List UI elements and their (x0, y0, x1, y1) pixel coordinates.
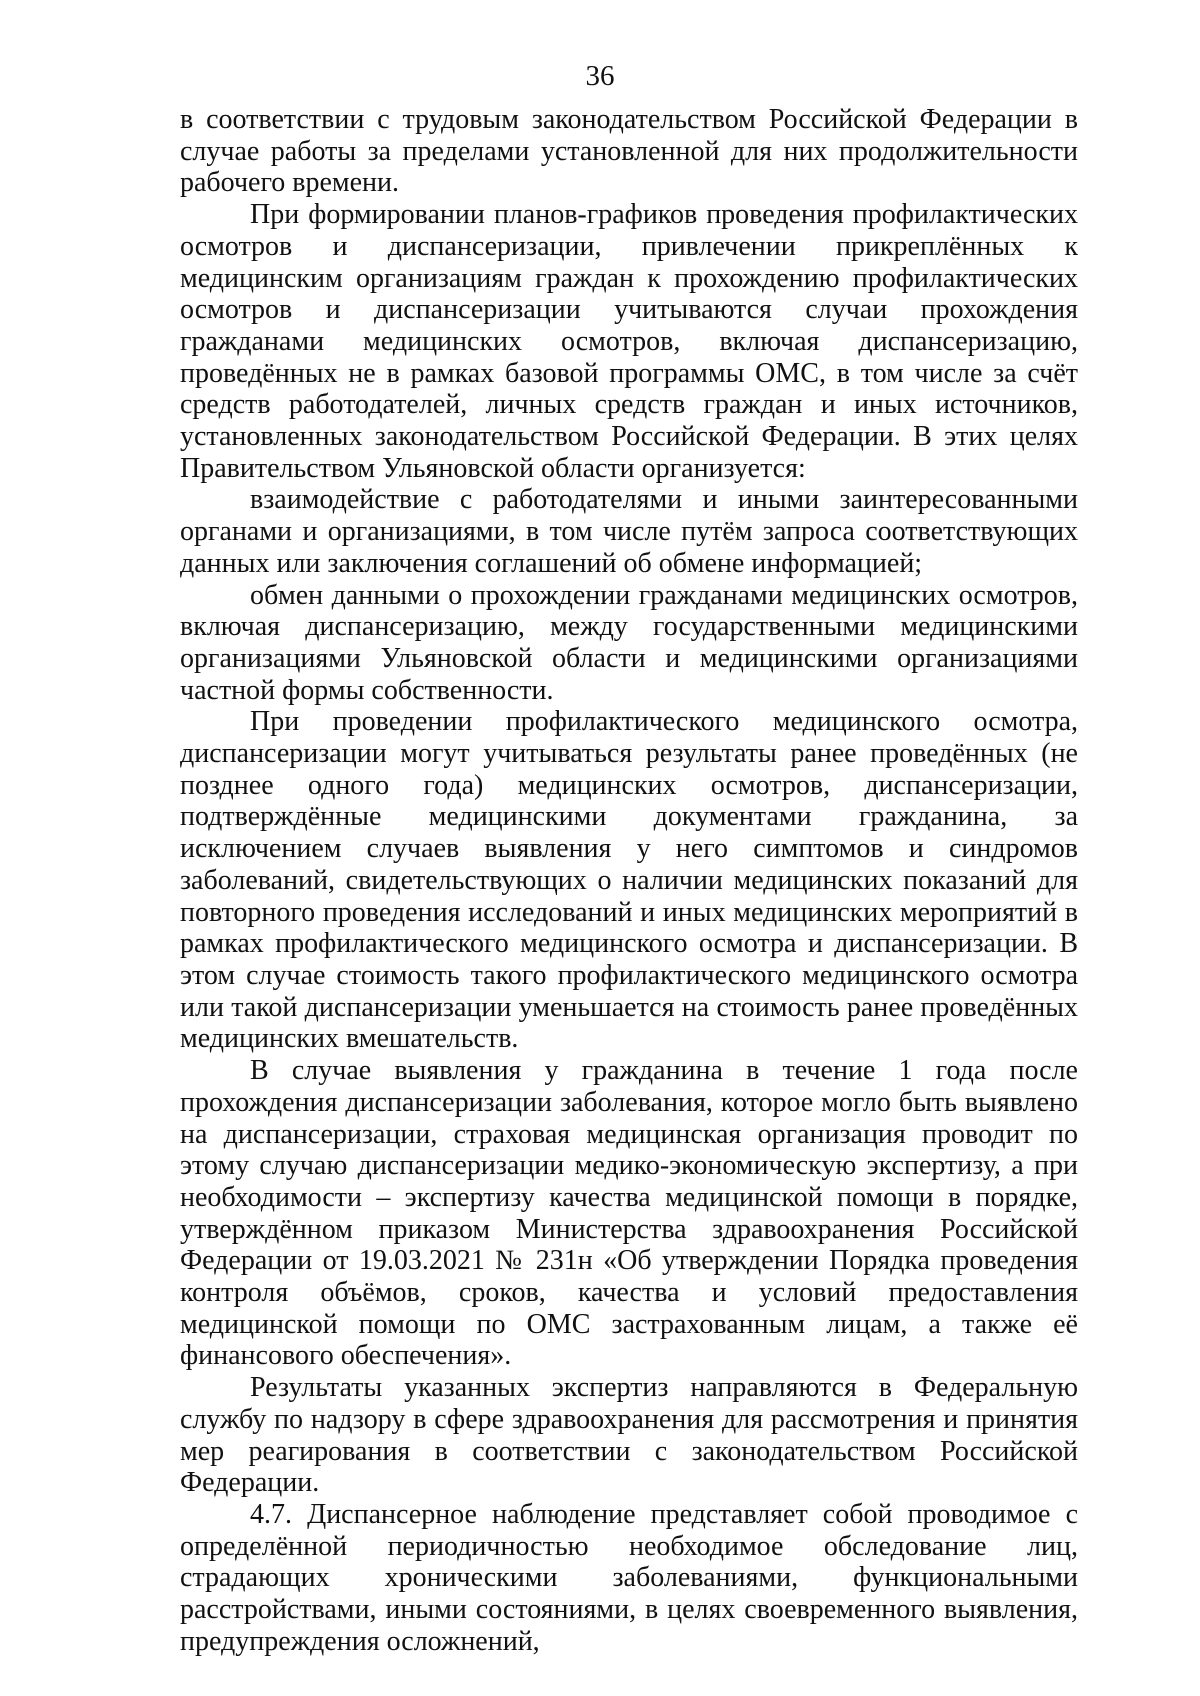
paragraph: В случае выявления у гражданина в течение 1 года после прохождения диспансеризации заболевания, которое могло быть выявлено на диспансеризации, страховая медицинская организация проводит по этому случаю диспансеризации медико-экономическую экспертизу, а при необходимости – экспертизу качества медицинской помощи в порядке, утверждённом приказом Министерства здравоохранения Российской Федерации от 19.03.2021 № 231н «Об утверждении Порядка проведения контроля объёмов, сроков, качества и условий предоставления медицинской помощи по ОМС застрахованным лицам, а также её финансового обеспечения». (180, 1055, 1078, 1372)
paragraph: 4.7. Диспансерное наблюдение представляет собой проводимое с определённой периодичностью необходимое обследование лиц, страдающих хроническими заболеваниями, функциональными расстройствами, иными состояниями, в целях своевременного выявления, предупреждения осложнений, (180, 1498, 1078, 1657)
page-number: 36 (585, 60, 615, 92)
paragraph: обмен данными о прохождении гражданами медицинских осмотров, включая диспансеризацию, между государственными медицинскими организациями Ульяновской области и медицинскими организациями частной формы собственности. (180, 579, 1078, 706)
paragraph: взаимодействие с работодателями и иными заинтересованными органами и организациями, в том числе путём запроса соответствующих данных или заключения соглашений об обмене информацией; (180, 484, 1078, 579)
paragraph: в соответствии с трудовым законодательством Российской Федерации в случае работы за пределами установленной для них продолжительности рабочего времени. (180, 104, 1078, 199)
paragraph: При проведении профилактического медицинского осмотра, диспансеризации могут учитываться результаты ранее проведённых (не позднее одного года) медицинских осмотров, диспансеризации, подтверждённые медицинскими документами гражданина, за исключением случаев выявления у него симптомов и синдромов заболеваний, свидетельствующих о наличии медицинских показаний для повторного проведения исследований и иных медицинских мероприятий в рамках профилактического медицинского осмотра и диспансеризации. В этом случае стоимость такого профилактического медицинского осмотра или такой диспансеризации уменьшается на стоимость ранее проведённых медицинских вмешательств. (180, 706, 1078, 1055)
paragraph: Результаты указанных экспертиз направляются в Федеральную службу по надзору в сфере здравоохранения для рассмотрения и принятия мер реагирования в соответствии с законодательством Российской Федерации. (180, 1372, 1078, 1499)
document-body (180, 104, 1078, 1657)
paragraph: При формировании планов-графиков проведения профилактических осмотров и диспансеризации, привлечении прикреплённых к медицинским организациям граждан к прохождению профилактических осмотров и диспансеризации учитываются случаи прохождения гражданами медицинских осмотров, включая диспансеризацию, проведённых не в рамках базовой программы ОМС, в том числе за счёт средств работодателей, личных средств граждан и иных источников, установленных законодательством Российской Федерации. В этих целях Правительством Ульяновской области организуется: (180, 199, 1078, 484)
